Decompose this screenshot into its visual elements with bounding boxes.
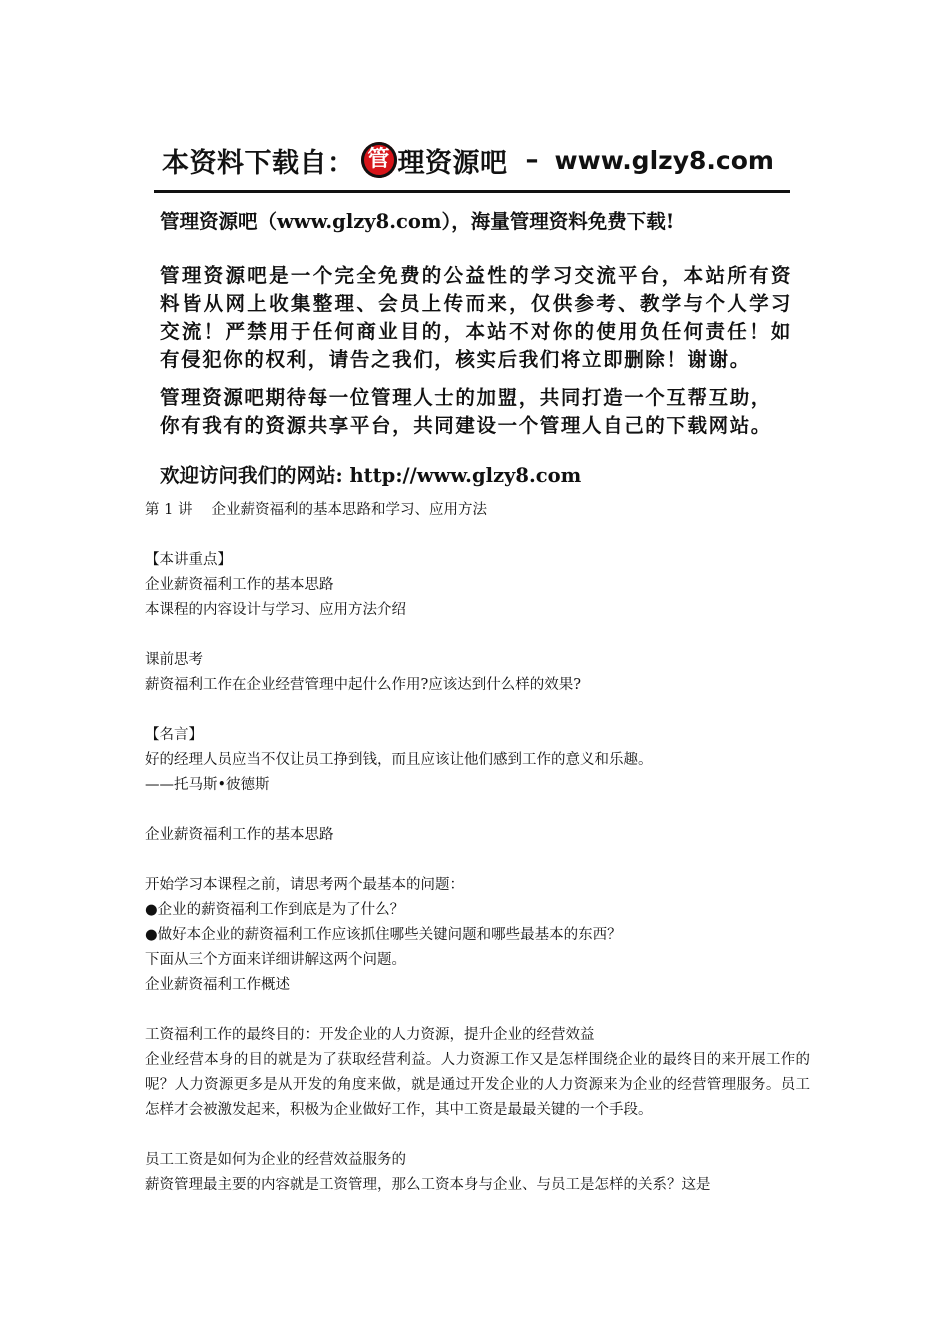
focus-item: 本课程的内容设计与学习、应用方法介绍 <box>145 602 406 618</box>
quote-text: 好的经理人员应当不仅让员工挣到钱，而且应该让他们感到工作的意义和乐趣。 <box>145 752 653 768</box>
bullet-item: ●做好本企业的薪资福利工作应该抓住哪些关键问题和哪些最基本的东西？ <box>145 927 622 943</box>
quote-heading: 【名言】 <box>145 727 203 743</box>
explain-line: 下面从三个方面来详细讲解这两个问题。 <box>145 952 406 968</box>
quote-author: ——托马斯•彼德斯 <box>145 777 270 793</box>
prethink-heading: 课前思考 <box>145 652 203 668</box>
lecture-title: 第 1 讲 企业薪资福利的基本思路和学习、应用方法 <box>145 502 488 518</box>
bullet-item: ●企业的薪资福利工作到底是为了什么？ <box>145 902 405 918</box>
banner-dash: – <box>525 145 539 175</box>
section-heading: 企业薪资福利工作的基本思路 <box>145 827 334 843</box>
banner-url[interactable]: www.glzy8.com <box>554 145 774 175</box>
service-heading: 员工工资是如何为企业的经营效益服务的 <box>145 1152 406 1168</box>
banner-welcome-line: 欢迎访问我们的网站: http://www.glzy8.com <box>160 464 582 487</box>
banner-divider <box>154 190 790 193</box>
intro-line: 开始学习本课程之前，请思考两个最基本的问题： <box>145 877 464 893</box>
prethink-question: 薪资福利工作在企业经营管理中起什么作用?应该达到什么样的效果? <box>145 677 582 693</box>
goal-heading: 工资福利工作的最终目的：开发企业的人力资源，提升企业的经营效益 <box>145 1027 595 1043</box>
focus-item: 企业薪资福利工作的基本思路 <box>145 577 334 593</box>
lecture-content <box>145 498 810 1198</box>
overview-heading: 企业薪资福利工作概述 <box>145 977 290 993</box>
download-banner <box>150 128 795 490</box>
banner-paragraph-3: 管理资源吧期待每一位管理人士的加盟，共同打造一个互帮互助，你有我有的资源共享平台，共同建设一个管理人自己的下载网站。 <box>160 386 772 437</box>
focus-heading: 【本讲重点】 <box>145 552 232 568</box>
service-paragraph: 薪资管理最主要的内容就是工资管理，那么工资本身与企业、与员工是怎样的关系？这是 <box>145 1177 711 1193</box>
banner-site-name: 理资源吧 <box>397 147 508 179</box>
banner-header <box>162 138 774 182</box>
banner-head-text: 本资料下载自： <box>162 147 355 179</box>
site-logo-icon: 管 <box>361 142 397 178</box>
banner-line-1: 管理资源吧（www.glzy8.com），海量管理资料免费下载! <box>160 210 675 233</box>
goal-paragraph: 企业经营本身的目的就是为了获取经营利益。人力资源工作又是怎样围绕企业的最终目的来开展工作的呢？人力资源更多是从开发的角度来做，就是通过开发企业的人力资源来为企业的经营管理服务。员工怎样才会被激发起来，积极为企业做好工作，其中工资是最最关键的一个手段。 <box>145 1052 810 1118</box>
banner-paragraph-2: 管理资源吧是一个完全免费的公益性的学习交流平台，本站所有资料皆从网上收集整理、会员上传而来，仅供参考、教学与个人学习交流！严禁用于任何商业目的，本站不对你的使用负任何责任！如有侵犯你的权利，请告之我们，核实后我们将立即删除！谢谢。 <box>160 264 792 371</box>
